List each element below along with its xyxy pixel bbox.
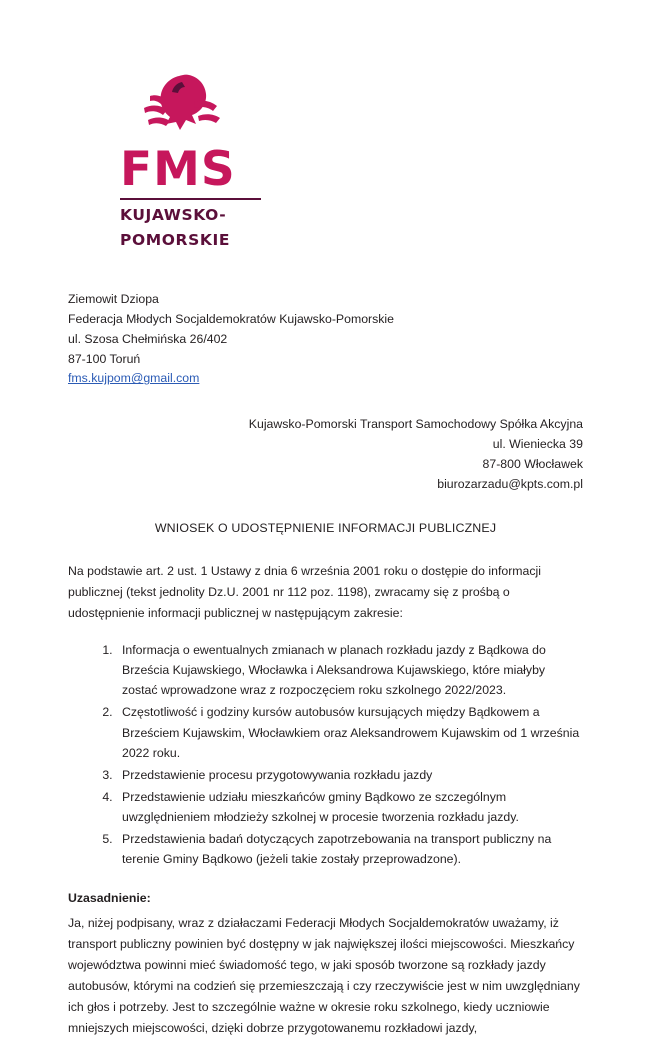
logo-wordmark: FMS [120,142,236,197]
fms-eagle-icon [132,72,242,144]
logo-divider [120,198,261,200]
recipient-city: 87-800 Włocławek [482,457,583,472]
justification-heading: Uzasadnienie: [68,890,151,905]
sender-address-block [68,290,583,390]
list-item: 2. Częstotliwość i godziny kursów autobusów kursujących między Bądkowem a Brześciem Kujawskim, Włocławkiem oraz Aleksandrowem Kujawskim od 1 września 2022 roku. [116,702,583,762]
logo-subtitle-line1: KUJAWSKO- [120,206,227,224]
sender-name: Ziemowit Dziopa [68,291,159,306]
justification-paragraph: Ja, niżej podpisany, wraz z działaczami Federacji Młodych Socjaldemokratów uważamy, iż transport publiczny powinien być dostępny w jak największej ilości miejscowości. Mieszkańcy województwa powinni mieć świadomość tego, w jaki sposób tworzone są rozkłady jazdy autobusów, którymi na codzień się przemieszczają i czy rzeczywiście jest w nim uwzględniany ich głos i potrzeby. Jest to szczególnie ważne w okresie roku szkolnego, kiedy uczniowie mniejszych miejscowości, dzięki dobrze przygotowanemu rozkładowi jazdy, [68,915,580,1036]
organization-logo [68,0,320,250]
sender-email-link[interactable]: fms.kujpom@gmail.com [68,371,200,386]
recipient-email: biurozarzadu@kpts.com.pl [437,477,583,492]
recipient-organization: Kujawsko-Pomorski Transport Samochodowy Spółka Akcyjna [248,417,583,432]
document-title: WNIOSEK O UDOSTĘPNIENIE INFORMACJI PUBLICZNEJ [154,520,497,535]
list-item: 3. Przedstawienie procesu przygotowywania rozkładu jazdy [116,765,583,785]
list-item: 1. Informacja o ewentualnych zmianach w planach rozkładu jazdy z Bądkowa do Brześcia Kujawskiego, Włocławka i Aleksandrowa Kujawskiego, które miałyby zostać wprowadzone wraz z rozpoczęciem roku szkolnego 2022/2023. [116,640,583,700]
request-list [68,640,583,868]
recipient-street: ul. Wieniecka 39 [492,437,583,452]
sender-city: 87-100 Toruń [68,351,141,366]
recipient-address-block [68,415,583,495]
logo-subtitle-line2: POMORSKIE [120,230,231,249]
list-item: 4. Przedstawienie udziału mieszkańców gminy Bądkowo ze szczególnym uwzględnieniem młodzieży szkolnej w procesie tworzenia rozkładu jazdy. [116,787,583,827]
sender-street: ul. Szosa Chełmińska 26/402 [68,331,228,346]
list-item: 5. Przedstawienia badań dotyczących zapotrzebowania na transport publiczny na terenie Gminy Bądkowo (jeżeli takie zostały przeprowadzone). [116,829,583,869]
sender-organization: Federacja Młodych Socjaldemokratów Kujawsko-Pomorskie [68,311,394,326]
document-intro-paragraph: Na podstawie art. 2 ust. 1 Ustawy z dnia 6 września 2001 roku o dostępie do informacji publicznej (tekst jednolity Dz.U. 2001 nr 112 poz. 1198), zwracamy się z prośbą o udostępnienie informacji publicznej w następującym zakresie: [68,563,541,621]
